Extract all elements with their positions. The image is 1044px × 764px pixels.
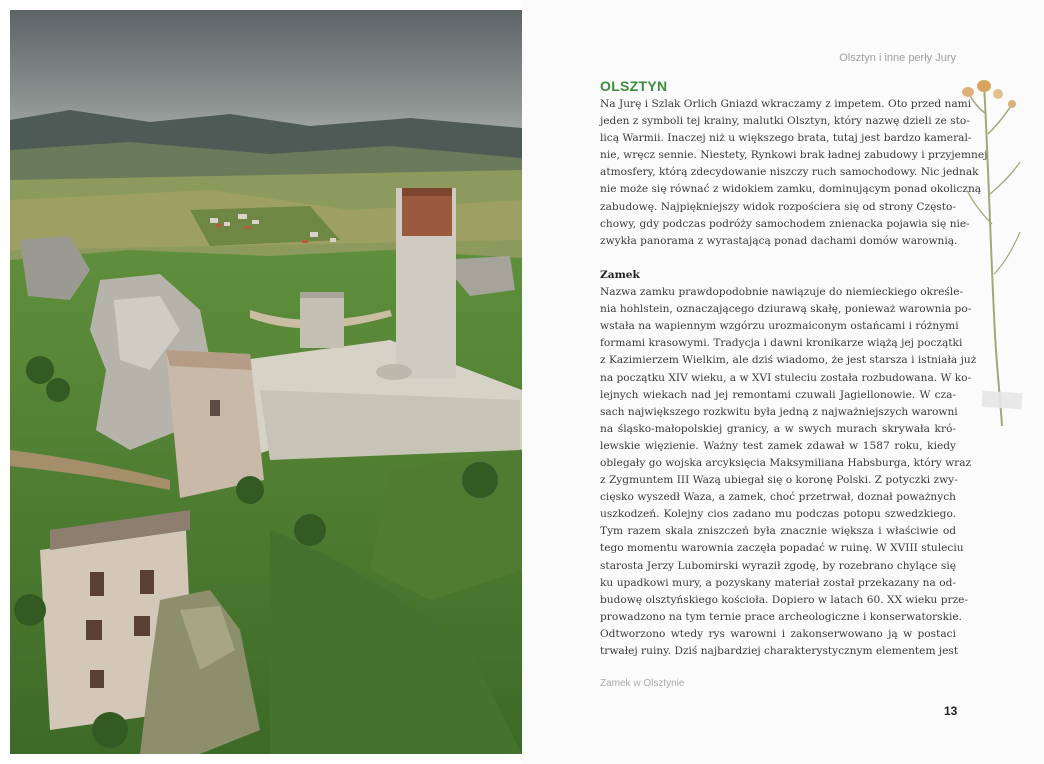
body-line: jeden z symboli tej krainy, malutki Olsztyn, który nazwę dzieli ze sto- — [600, 115, 970, 128]
body-line: Odtworzono wtedy rys warowni i zakonserwowano ją w postaci — [600, 627, 956, 640]
subheading: Zamek — [600, 268, 640, 281]
body-line: budowę olsztyńskiego kościoła. Dopiero w latach 60. XX wieku prze- — [600, 593, 969, 606]
body-line: na śląsko-małopolskiej granicy, a w swych murach skrywała kró- — [600, 422, 956, 435]
pressed-flower-illustration — [954, 74, 1034, 434]
body-line: Na Jurę i Szlak Orlich Gniazd wkraczamy z impetem. Oto przed nami — [600, 98, 972, 110]
body-line: trwałej ruiny. Dziś najbardziej charakterystycznym elementem jest — [600, 645, 959, 657]
body-line: cięsko wyszedł Waza, a zamek, choć przetrwał, doznał poważnych — [600, 491, 956, 504]
body-line: zabudowę. Najpiękniejszy widok rozpościera się od strony Często- — [600, 200, 956, 213]
paragraph-gap — [600, 250, 956, 267]
body-line: z Zygmuntem III Wazą ubiegał się o koronę Polski. Z potyczki zwy- — [600, 474, 958, 487]
body-line: nie może się równać z widokiem zamku, dominującym ponad okoliczną — [600, 183, 982, 196]
body-line: ku upadkowi mury, a pozyskany materiał został przekazany na od- — [600, 576, 956, 589]
body-line: atmosfery, którą zdecydowanie niszczy ruch samochodowy. Nic jednak — [600, 166, 979, 179]
section-heading: OLSZTYN — [600, 78, 668, 94]
castle-photo — [10, 10, 522, 754]
body-line: lewskie więzienie. Ważny test zamek zdawał w 1587 roku, kiedy — [600, 439, 956, 452]
body-line: na początku XIV wieku, a w XVI stuleciu została rozbudowana. W ko- — [600, 371, 972, 384]
body-line: sach największego rozkwitu była jedną z najważniejszych warowni — [600, 405, 958, 418]
photo-caption: Zamek w Olsztynie — [600, 678, 685, 689]
body-text — [600, 96, 988, 660]
body-line: Tym razem skala zniszczeń była znacznie większa i właściwie od — [600, 525, 956, 538]
body-line: starosta Jerzy Lubomirski wyraził zgodę, by rozebrano chylące się — [600, 559, 956, 572]
body-line: nie, wręcz sennie. Niestety, Rynkowi brak ładnej zabudowy i przyjemnej — [600, 149, 988, 162]
page-number: 13 — [944, 704, 958, 718]
body-line: prowadzono na tym ternie prace archeologiczne i konserwatorskie. — [600, 610, 963, 623]
body-line: Nazwa zamku prawdopodobnie nawiązuje do niemieckiego określe- — [600, 286, 964, 299]
body-line: chowy, gdy podczas podróży samochodem znienacka pojawia się nie- — [600, 217, 970, 230]
body-line: tego momentu warownia zaczęła popadać w ruinę. W XVIII stuleciu — [600, 542, 964, 555]
body-line: licą Warmii. Inaczej niż u większego brata, tutaj jest bardzo kameral- — [600, 132, 972, 145]
body-line: lejnych wiekach nad jej remontami czuwali Jagiellonowie. W cza- — [600, 388, 956, 401]
body-line: nia hohlstein, oznaczającego dziurawą skałę, ponieważ warownia po- — [600, 303, 972, 316]
body-line: z Kazimierzem Wielkim, ale dziś wiadomo, że jest starsza i istniała już — [600, 354, 977, 367]
text-page — [522, 0, 1044, 764]
body-line: uszkodzeń. Kolejny cios zadano mu podczas potopu szwedzkiego. — [600, 508, 956, 521]
body-line: zwykła panorama z wyrastającą ponad dachami domów warownią. — [600, 234, 958, 247]
body-line: oblegały go wojska arcyksięcia Maksymiliana Habsburga, który wraz — [600, 456, 972, 469]
running-head: Olsztyn i inne perły Jury — [839, 52, 956, 64]
body-line: wstała na wapiennym wzgórzu urozmaiconym ostańcami i różnymi — [600, 320, 959, 333]
body-line: formami krasowymi. Tradycja i dawni kronikarze wiążą jej początki — [600, 337, 963, 350]
